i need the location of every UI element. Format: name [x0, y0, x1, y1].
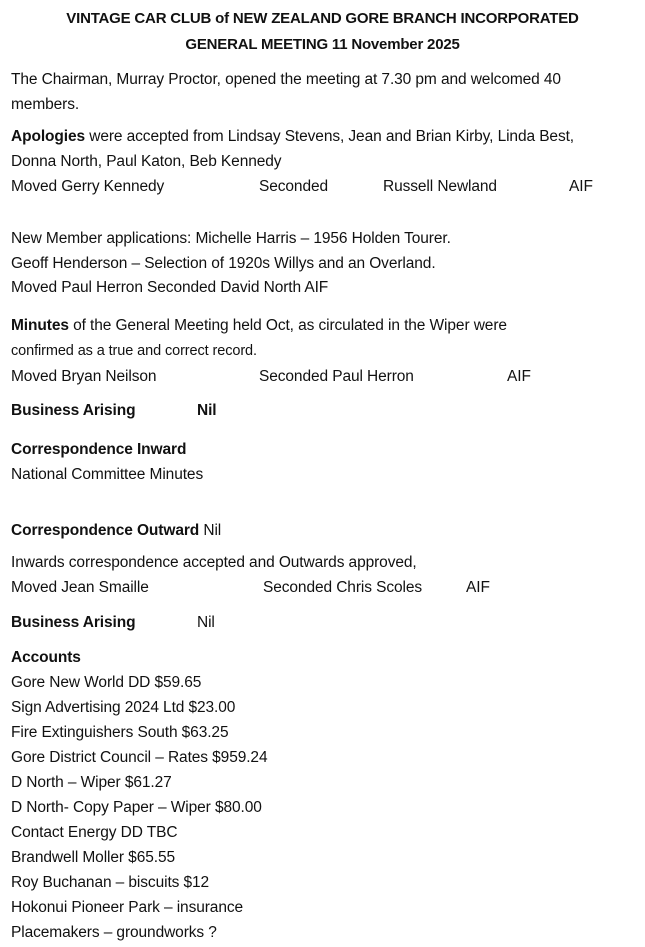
- correspondence-outward-line: [11, 522, 221, 540]
- correspondence-inward-item: National Committee Minutes: [11, 466, 204, 483]
- correspondence-outward-heading: Correspondence Outward: [11, 522, 200, 539]
- correspondence-inward-heading: Correspondence Inward: [11, 441, 187, 458]
- apologies-heading: Apologies: [11, 128, 86, 145]
- business-arising-1-label: Business Arising: [11, 402, 136, 419]
- correspondence-moved: Moved Jean Smaille: [11, 579, 149, 596]
- business-arising-1-value: Nil: [197, 402, 217, 419]
- club-title: VINTAGE CAR CLUB of NEW ZEALAND GORE BRANCH INCORPORATED: [66, 10, 579, 27]
- minutes-heading: Minutes: [11, 317, 69, 334]
- apologies-line-1: [11, 128, 574, 146]
- correspondence-aif: AIF: [466, 579, 490, 596]
- accounts-item: Placemakers – groundworks ?: [11, 924, 217, 941]
- business-arising-2-value: Nil: [197, 614, 215, 631]
- minutes-moved: Moved Bryan Neilson: [11, 368, 157, 385]
- minutes-line-1: [11, 317, 507, 335]
- accounts-item: Hokonui Pioneer Park – insurance: [11, 899, 244, 916]
- accounts-heading: Accounts: [11, 649, 81, 666]
- correspondence-outward-text: Inwards correspondence accepted and Outwards approved,: [11, 554, 417, 571]
- apologies-line-2: Donna North, Paul Katon, Beb Kennedy: [11, 153, 282, 170]
- correspondence-seconded: Seconded Chris Scoles: [263, 579, 423, 596]
- apologies-moved: Moved Gerry Kennedy: [11, 178, 165, 195]
- minutes-text: of the General Meeting held Oct, as circulated in the Wiper were: [68, 317, 507, 334]
- accounts-item: Roy Buchanan – biscuits $12: [11, 874, 210, 891]
- opening-line-2: members.: [11, 96, 80, 113]
- minutes-line-2: confirmed as a true and correct record.: [11, 343, 257, 359]
- accounts-item: Contact Energy DD TBC: [11, 824, 178, 841]
- business-arising-2-label: Business Arising: [11, 614, 136, 631]
- apologies-seconded-name: Russell Newland: [383, 178, 497, 195]
- minutes-seconded: Seconded Paul Herron: [259, 368, 414, 385]
- meeting-title: GENERAL MEETING 11 November 2025: [185, 36, 460, 53]
- correspondence-outward-value: Nil: [199, 522, 222, 539]
- accounts-item: Gore New World DD $59.65: [11, 674, 202, 691]
- new-members-line-2: Geoff Henderson – Selection of 1920s Willys and an Overland.: [11, 255, 436, 272]
- accounts-item: Gore District Council – Rates $959.24: [11, 749, 268, 766]
- apologies-seconded-label: Seconded: [259, 178, 329, 195]
- minutes-aif: AIF: [507, 368, 531, 385]
- new-members-motion: Moved Paul Herron Seconded David North AIF: [11, 279, 329, 296]
- new-members-line-1: New Member applications: Michelle Harris – 1956 Holden Tourer.: [11, 230, 451, 247]
- apologies-aif: AIF: [569, 178, 593, 195]
- accounts-item: Fire Extinguishers South $63.25: [11, 724, 229, 741]
- accounts-item: Brandwell Moller $65.55: [11, 849, 175, 866]
- accounts-item: Sign Advertising 2024 Ltd $23.00: [11, 699, 236, 716]
- accounts-item: D North – Wiper $61.27: [11, 774, 172, 791]
- apologies-text: were accepted from Lindsay Stevens, Jean and Brian Kirby, Linda Best,: [85, 128, 575, 145]
- opening-line-1: The Chairman, Murray Proctor, opened the meeting at 7.30 pm and welcomed 40: [11, 71, 561, 88]
- accounts-item: D North- Copy Paper – Wiper $80.00: [11, 799, 262, 816]
